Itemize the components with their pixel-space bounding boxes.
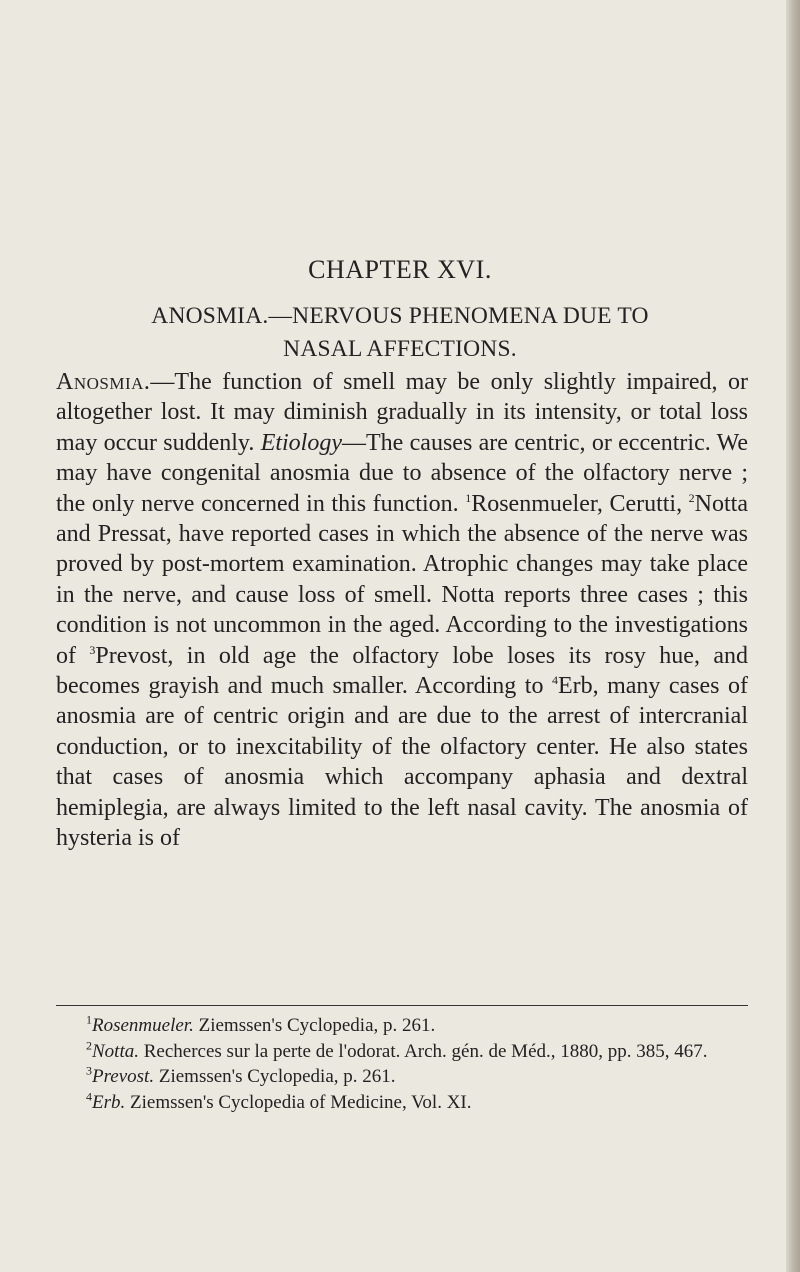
body-paragraph	[56, 367, 748, 854]
footnote	[56, 1064, 748, 1090]
body-text-segment-2: —The causes are centric, or eccentric. We may have congenital anosmia due to absence of the olfactory nerve ; the only nerve concerned in this function.	[56, 429, 749, 517]
footnote-number: 3	[86, 1063, 92, 1078]
body-text-segment-3: Rosenmueler, Cerutti,	[471, 490, 689, 517]
footnote-ref-4: 4	[551, 673, 558, 688]
body-text-segment-5: Prevost, in old age the olfactory lobe loses its rosy hue, and becomes grayish and much smaller. According to	[56, 642, 748, 700]
footnote-author: Prevost.	[92, 1066, 155, 1087]
footnote-ref-2: 2	[688, 490, 695, 505]
footnote-author: Rosenmueler.	[92, 1015, 194, 1036]
footnote-number: 2	[86, 1038, 92, 1053]
footnote-number: 1	[86, 1012, 92, 1027]
footnote	[56, 1090, 748, 1116]
footnote	[56, 1013, 748, 1039]
footnote-number: 4	[86, 1089, 92, 1104]
etiology-heading: Etiology	[260, 429, 343, 456]
footnote-text: Recherces sur la perte de l'odorat. Arch. gén. de Méd., 1880, pp. 385, 467.	[138, 1040, 708, 1062]
footnote-ref-3: 3	[89, 642, 96, 657]
body-text-segment-6: Erb, many cases of anosmia are of centric origin and are due to the arrest of intercranial conduction, or to inexcitability of the olfactory center. He also states that cases of anosmia which accompany aphasia and dextral hemiplegia, are always limited to the left nasal cavity. The anosmia of hysteria is of	[56, 673, 748, 852]
footnote-text: Ziemssen's Cyclopedia, p. 261.	[193, 1015, 436, 1036]
footnotes	[56, 1013, 748, 1115]
page-edge	[786, 0, 800, 1272]
footnote-author: Notta.	[92, 1040, 139, 1062]
footnote	[56, 1039, 748, 1065]
footnote-ref-1: 1	[465, 490, 472, 505]
chapter-title: CHAPTER XVI.	[308, 255, 492, 284]
section-title-line-2: NASAL AFFECTIONS.	[283, 336, 517, 362]
section-title-line-1: ANOSMIA.—NERVOUS PHENOMENA DUE TO	[151, 303, 649, 329]
body-text-segment-1: —The function of smell may be only slightly impaired, or altogether lost. It may diminish gradually in its intensity, or total loss may occur suddenly.	[56, 369, 748, 456]
footnote-text: Ziemssen's Cyclopedia, p. 261.	[154, 1066, 396, 1087]
body-text-segment-4: Notta and Pressat, have reported cases in which the absence of the nerve was proved by post-mortem examination. Atrophic changes may take place in the nerve, and cause loss of smell. Notta reports three cases ; this condition is not uncommon in the aged. According to the investigations of	[56, 490, 748, 669]
footnote-divider	[56, 1005, 748, 1006]
footnote-text: Ziemssen's Cyclopedia of Medicine, Vol. XI.	[125, 1091, 472, 1113]
lead-word: Anosmia.	[56, 369, 151, 395]
section-title	[60, 300, 740, 366]
footnote-author: Erb.	[92, 1091, 126, 1113]
